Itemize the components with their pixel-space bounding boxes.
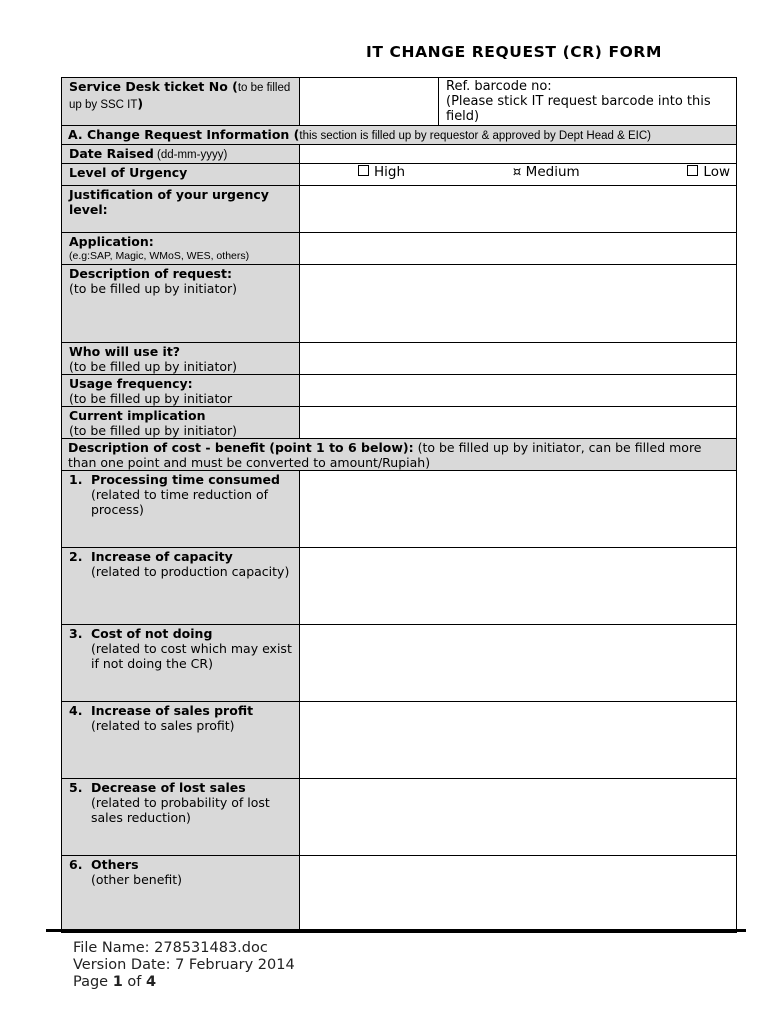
benefit-point-field[interactable]	[300, 702, 737, 779]
form-title: IT CHANGE REQUEST (CR) FORM	[366, 43, 662, 61]
urgency-low-label: Low	[703, 164, 730, 180]
justification-row	[62, 186, 737, 233]
date-raised-row	[62, 145, 737, 164]
justification-field[interactable]	[300, 186, 737, 233]
point-note: (other benefit)	[91, 872, 183, 887]
benefit-point-field[interactable]	[300, 856, 737, 933]
point-number: 2.	[69, 549, 83, 564]
checkbox-icon[interactable]	[687, 165, 698, 176]
justification-label: Justification of your urgency level:	[69, 187, 269, 217]
current-implication-row	[62, 407, 737, 439]
point-number: 3.	[69, 626, 83, 641]
page-prefix: Page	[73, 974, 113, 990]
cost-benefit-note: (to be filled up by initiator, can be filled more than one point and must be converted to amount/Rupiah)	[68, 440, 702, 470]
cost-benefit-heading	[62, 439, 737, 471]
benefit-point-row	[62, 779, 737, 856]
urgency-row	[62, 164, 737, 186]
benefit-point-row	[62, 548, 737, 625]
benefit-point-field[interactable]	[300, 548, 737, 625]
current-implication-label-cell	[62, 407, 300, 439]
section-a-heading	[62, 126, 737, 145]
point-note: (related to cost which may exist if not doing the CR)	[91, 641, 292, 671]
point-title: Increase of capacity	[91, 549, 233, 564]
who-uses-row	[62, 343, 737, 375]
page-total: 4	[146, 974, 157, 990]
ticket-label-note: to be filled up by SSC IT	[69, 82, 291, 111]
ticket-row	[62, 78, 737, 126]
benefit-point-label-cell	[62, 779, 300, 856]
description-label: Description of request:	[69, 266, 232, 281]
point-title: Processing time consumed	[91, 472, 280, 487]
point-number: 4.	[69, 703, 83, 718]
urgency-high-label: High	[374, 164, 406, 180]
point-number: 6.	[69, 857, 83, 872]
usage-frequency-label: Usage frequency:	[69, 376, 193, 391]
benefit-point-field[interactable]	[300, 471, 737, 548]
point-title: Cost of not doing	[91, 626, 213, 641]
current-implication-label: Current implication	[69, 408, 206, 423]
cost-benefit-label: Description of cost - benefit (point 1 to 6 below):	[68, 440, 414, 455]
date-raised-field[interactable]	[300, 145, 737, 164]
benefit-point-row	[62, 471, 737, 548]
change-request-table	[61, 77, 737, 933]
urgency-label-cell	[62, 164, 300, 186]
benefit-point-label-cell	[62, 548, 300, 625]
point-title: Increase of sales profit	[91, 703, 254, 718]
point-note: (related to sales profit)	[91, 718, 235, 733]
section-a-letter: A	[68, 127, 78, 142]
ticket-label-cell	[62, 78, 300, 126]
application-row	[62, 233, 737, 265]
description-label-cell	[62, 265, 300, 343]
justification-label-cell	[62, 186, 300, 233]
barcode-note: (Please stick IT request barcode into this field)	[446, 94, 711, 124]
section-a-note: this section is filled up by requestor & approved by Dept Head & EIC)	[299, 130, 651, 142]
point-number: 5.	[69, 780, 83, 795]
usage-frequency-field[interactable]	[300, 375, 737, 407]
urgency-option-high[interactable]	[358, 165, 405, 180]
benefit-point-row	[62, 625, 737, 702]
benefit-point-label-cell	[62, 856, 300, 933]
point-note: (related to time reduction of process)	[91, 487, 269, 517]
section-a-row	[62, 126, 737, 145]
application-label-cell	[62, 233, 300, 265]
date-raised-note: (dd-mm-yyyy)	[153, 149, 228, 161]
barcode-label: Ref. barcode no:	[446, 79, 552, 94]
description-row	[62, 265, 737, 343]
urgency-medium-label: Medium	[525, 164, 580, 180]
usage-frequency-row	[62, 375, 737, 407]
urgency-option-medium[interactable]	[513, 165, 580, 180]
benefit-point-label-cell	[62, 702, 300, 779]
point-number: 1.	[69, 472, 83, 487]
page-of: of	[122, 974, 147, 990]
description-field[interactable]	[300, 265, 737, 343]
ticket-label-close: )	[137, 96, 144, 111]
date-raised-label-cell	[62, 145, 300, 164]
benefit-point-row	[62, 702, 737, 779]
benefit-point-label-cell	[62, 471, 300, 548]
who-uses-note: (to be filled up by initiator)	[69, 359, 238, 374]
urgency-label: Level of Urgency	[69, 165, 188, 180]
current-implication-note: (to be filled up by initiator)	[69, 423, 238, 438]
page-current: 1	[112, 974, 123, 990]
point-note: (related to probability of lost sales reduction)	[91, 795, 270, 825]
who-uses-label: Who will use it?	[69, 344, 181, 359]
benefit-point-field[interactable]	[300, 625, 737, 702]
currency-sign-icon[interactable]: ¤	[512, 164, 522, 180]
current-implication-field[interactable]	[300, 407, 737, 439]
benefit-point-field[interactable]	[300, 779, 737, 856]
point-title: Decrease of lost sales	[91, 780, 246, 795]
benefit-point-label-cell	[62, 625, 300, 702]
date-raised-label: Date Raised	[69, 146, 154, 161]
ticket-label: Service Desk ticket No (	[69, 79, 238, 94]
file-name: File Name: 278531483.doc	[73, 940, 268, 956]
urgency-options-cell	[300, 164, 737, 186]
urgency-option-low[interactable]	[687, 165, 730, 180]
benefit-point-row	[62, 856, 737, 933]
footer-divider	[46, 929, 746, 932]
version-date: Version Date: 7 February 2014	[73, 957, 295, 973]
who-uses-field[interactable]	[300, 343, 737, 375]
point-note: (related to production capacity)	[91, 564, 290, 579]
page-number	[73, 974, 295, 991]
application-label: Application:	[69, 234, 154, 249]
description-note: (to be filled up by initiator)	[69, 281, 238, 296]
application-note: (e.g:SAP, Magic, WMoS, WES, others)	[69, 250, 250, 262]
ticket-number-field[interactable]	[300, 78, 439, 126]
point-title: Others	[91, 857, 139, 872]
checkbox-icon[interactable]	[358, 165, 369, 176]
barcode-field[interactable]	[439, 78, 737, 126]
who-uses-label-cell	[62, 343, 300, 375]
page-footer	[73, 940, 295, 991]
section-a-title: . Change Request Information (	[77, 127, 300, 142]
usage-frequency-label-cell	[62, 375, 300, 407]
application-field[interactable]	[300, 233, 737, 265]
usage-frequency-note: (to be filled up by initiator	[69, 391, 233, 406]
cost-benefit-row	[62, 439, 737, 471]
